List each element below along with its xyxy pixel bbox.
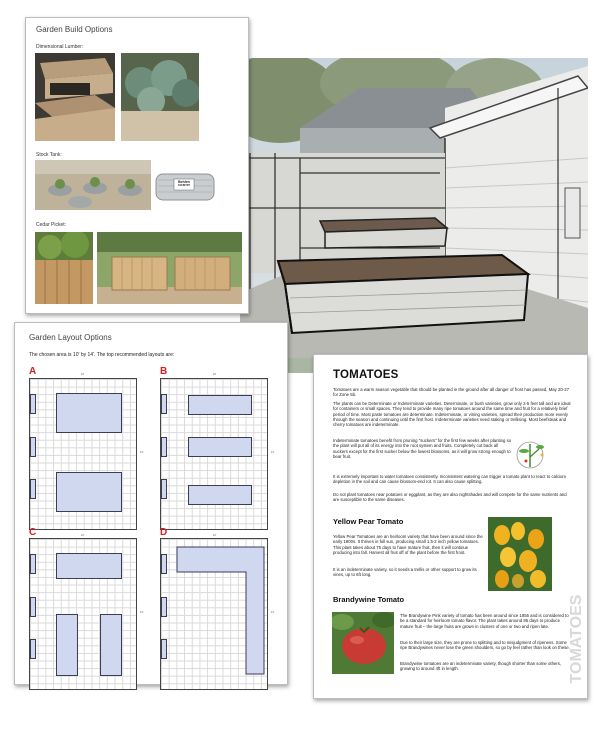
- plan-c-length: 14': [140, 611, 144, 614]
- plan-label-a: A: [29, 366, 37, 377]
- bed: [30, 479, 36, 499]
- bed: [30, 597, 36, 617]
- tank-brand-logo: Behlen COUNTRY: [177, 180, 191, 187]
- plan-a: [29, 378, 144, 530]
- bed: [100, 614, 122, 676]
- brandywine-photo: [332, 612, 394, 674]
- section-label-lumber: Dimensional Lumber:: [36, 44, 84, 50]
- watering-paragraph: It is extremely important to water tomatoes consistently. Inconsistent watering can trigger a tomato plant to react to calcium depletion in the soil and can cause blossom-end rot. It can also cause splitting.: [333, 474, 567, 485]
- tomatoes-page: [313, 354, 588, 699]
- yellow-pear-paragraph: Yellow Pear Tomatoes are an heirloom variety that have been around since the early 1800s. It thrives in full sun, producing small 1.5-2 inch yellow tomatoes. This plant takes about 75 days to have mature fruit, then it will continue producing into fall. Harvest all fruit off of the plant before the first frost.: [333, 534, 483, 555]
- brandywine-splitting-paragraph: Due to their large size, they are prone to splitting and to misjudgment of ripeness. Some ripe Brandywines never lose the green shoulders, so go by feel rather than look on these.: [400, 640, 570, 651]
- layout-options-page: [14, 322, 288, 685]
- bed: [161, 394, 167, 414]
- plan-a-width: 10': [81, 373, 85, 376]
- page-title: TOMATOES: [333, 369, 399, 381]
- bed: [161, 479, 167, 499]
- plan-d-length: 14': [271, 611, 275, 614]
- bed: [30, 554, 36, 574]
- stock-tank-photo: [154, 168, 216, 202]
- brandywine-paragraph: The Brandywine Pink variety of tomato has been around since 1855 and is considered to be a standard for heirloom tomato flavor. The plant takes around 85 days to produce mature fruit – the large fruits are grown in clusters of one or two and ripen late.: [400, 613, 569, 629]
- cedar-bed-photo: [35, 232, 93, 304]
- cabbage-bed-photo: [121, 53, 199, 141]
- plan-label-d: D: [160, 527, 168, 538]
- yellow-pear-photo: [488, 517, 552, 591]
- bed: [161, 597, 167, 617]
- side-title: [568, 583, 586, 695]
- plan-c-width: 10': [81, 534, 85, 537]
- bed: [56, 614, 78, 676]
- intro-paragraph: Tomatoes are a warm season vegetable that should be planted in the ground after all danger of frost has passed, May 20-27 for Zone 5b.: [333, 387, 569, 398]
- plan-label-b: B: [160, 366, 168, 377]
- pruning-paragraph: Indeterminate tomatoes benefit from pruning "suckers" for the first few weeks after planting so the plant will put all of its energy into the root system and fruits. Completely cut back all suckers except for the first sucker below the lowest blossoms, as it will grow strong enough to bear fruit.: [333, 438, 512, 459]
- plan-label-c: C: [29, 527, 37, 538]
- cedar-beds-yard-photo: [97, 232, 242, 304]
- bed: [161, 554, 167, 574]
- brandywine-height-paragraph: Brandywine tomatoes are an indeterminate variety, though shorter than some others, growing to around 4ft in length.: [400, 661, 562, 672]
- yellow-pear-support-paragraph: It is an indeterminate variety, so it needs a trellis or other support to grow its vines, up to 6ft long.: [333, 567, 477, 578]
- bed: [161, 437, 167, 457]
- bed: [161, 639, 167, 659]
- backyard-sketch-image: [240, 58, 588, 373]
- plan-b-length: 14': [271, 451, 275, 454]
- plan-c: [29, 538, 144, 690]
- bed: [188, 395, 252, 415]
- bed: [56, 393, 122, 433]
- plan-d: [160, 538, 275, 690]
- pruning-diagram: [512, 439, 552, 471]
- layout-intro: The chosen area is 10' by 14'. The top recommended layouts are:: [29, 352, 175, 358]
- brandywine-heading: Brandywine Tomato: [333, 595, 405, 604]
- bed: [30, 437, 36, 457]
- varieties-paragraph: The plants can be Determinate or Indeterminate varieties. Determinate, or bush varieties, grow only 2-5 feet tall and are ideal for containers or small spaces. They tend to provide many ripe tomatoes around the same time and fruit for a relatively brief period of time. Most paste tomatoes are determinate. Indeterminate, or vining varieties, spread their production more evenly through the season and continuing until the first frost. Indeterminate varieties need staking or trellising. Most beefsteak and cherry tomatoes are indeterminate.: [333, 401, 571, 428]
- bed: [56, 553, 122, 579]
- companion-paragraph: Do not plant tomatoes near potatoes or eggplant, as they are also nightshades and will compete for the same nutrients and are susceptible to the same diseases.: [333, 492, 567, 503]
- build-options-page: [25, 17, 249, 314]
- l-shaped-bed: [176, 546, 266, 676]
- side-title-text: TOMATOES: [568, 594, 586, 684]
- yellow-pear-heading: Yellow Pear Tomato: [333, 517, 404, 526]
- page-title: Garden Layout Options: [29, 333, 112, 342]
- page-title: Garden Build Options: [36, 25, 113, 34]
- bed: [188, 437, 252, 457]
- bed: [188, 485, 252, 505]
- stock-tank-garden-photo: [35, 160, 151, 210]
- section-label-stock-tank: Stock Tank:: [36, 152, 62, 158]
- plan-a-length: 14': [140, 451, 144, 454]
- section-label-cedar-picket: Cedar Picket:: [36, 222, 67, 228]
- plan-b: [160, 378, 275, 530]
- bed: [30, 394, 36, 414]
- plan-b-width: 10': [213, 373, 217, 376]
- lumber-bed-photo: [35, 53, 115, 141]
- bed: [30, 639, 36, 659]
- bed: [56, 472, 122, 512]
- plan-d-width: 10': [213, 534, 217, 537]
